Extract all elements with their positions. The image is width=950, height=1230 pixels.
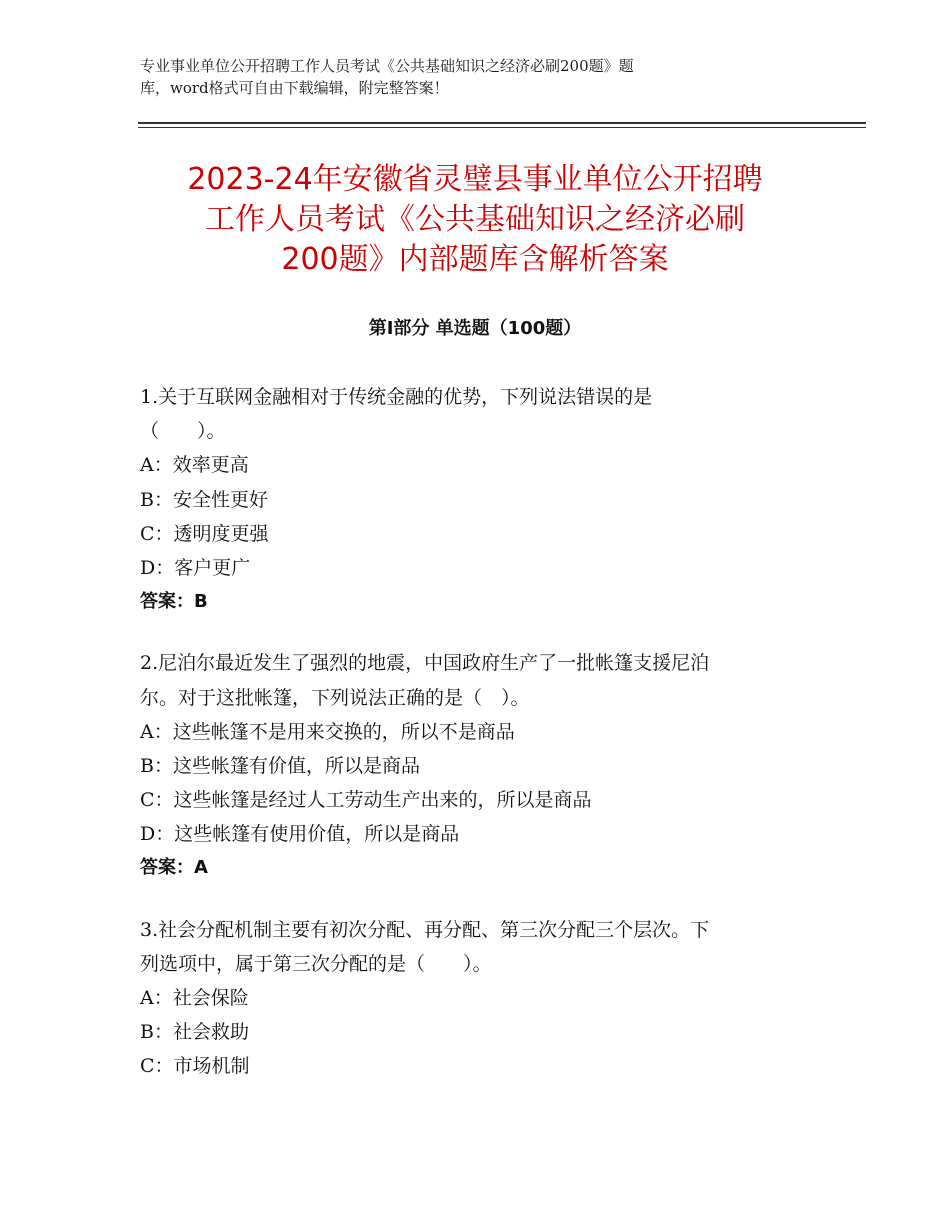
header-divider-thin xyxy=(138,127,866,128)
option-c: C：市场机制 xyxy=(140,1055,250,1078)
title-line: 工作人员考试《公共基础知识之经济必刷 xyxy=(205,202,745,237)
option-d: D：客户更广 xyxy=(140,556,251,579)
option-b: B：这些帐篷有价值，所以是商品 xyxy=(140,754,420,777)
title-line: 2023-24年安徽省灵璧县事业单位公开招聘 xyxy=(187,162,763,197)
question-1 xyxy=(140,380,810,619)
question-text: 3.社会分配机制主要有初次分配、再分配、第三次分配三个层次。下 xyxy=(140,918,710,941)
question-3 xyxy=(140,913,810,1084)
option-d: D：这些帐篷有使用价值，所以是商品 xyxy=(140,823,460,846)
option-a: A：社会保险 xyxy=(140,987,249,1009)
option-b: B：安全性更好 xyxy=(140,488,268,511)
question-list xyxy=(140,380,810,1111)
question-text: 尔。对于这批帐篷，下列说法正确的是（ ）。 xyxy=(140,686,530,709)
question-text: （ ）。 xyxy=(140,420,226,443)
question-2 xyxy=(140,646,810,885)
option-c: C：这些帐篷是经过人工劳动生产出来的，所以是商品 xyxy=(140,789,592,812)
option-b: B：社会救助 xyxy=(140,1021,249,1044)
option-c: C：透明度更强 xyxy=(140,522,269,545)
section-heading: 第Ⅰ部分 单选题（100题） xyxy=(368,318,582,339)
question-text: 列选项中，属于第三次分配的是（ ）。 xyxy=(140,952,492,975)
header-divider xyxy=(138,122,866,124)
title-line: 200题》内部题库含解析答案 xyxy=(281,242,669,277)
answer: 答案：B xyxy=(140,591,208,613)
option-a: A：这些帐篷不是用来交换的，所以不是商品 xyxy=(140,720,515,743)
header-note-line: 专业事业单位公开招聘工作人员考试《公共基础知识之经济必刷200题》题 xyxy=(140,57,634,75)
answer: 答案：A xyxy=(140,857,208,879)
header-note-line: 库，word格式可自由下载编辑，附完整答案！ xyxy=(140,79,449,97)
document-title xyxy=(130,160,820,280)
question-text: 2.尼泊尔最近发生了强烈的地震，中国政府生产了一批帐篷支援尼泊 xyxy=(140,652,710,675)
header-note xyxy=(140,55,860,99)
option-a: A：效率更高 xyxy=(140,454,249,477)
question-text: 1.关于互联网金融相对于传统金融的优势，下列说法错误的是 xyxy=(140,386,653,408)
